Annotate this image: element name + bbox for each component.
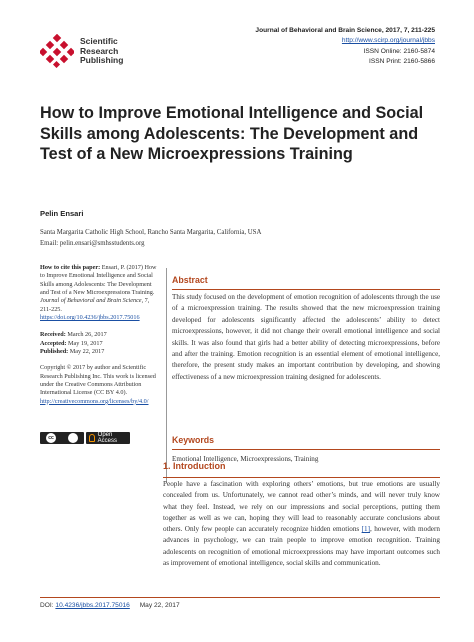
author-affiliation <box>40 228 261 249</box>
accepted-date: May 19, 2017 <box>68 339 103 347</box>
cite-label: How to cite this paper: <box>40 264 101 271</box>
open-access-badge[interactable] <box>86 432 130 444</box>
publisher-line-1: Scientific <box>80 36 118 46</box>
received-label: Received: <box>40 331 66 339</box>
received-date: March 26, 2017 <box>67 331 107 339</box>
footer-doi-label: DOI: <box>40 602 54 609</box>
scirp-logo-icon <box>40 34 74 68</box>
license-link[interactable]: http://creativecommons.org/licenses/by/4.0/ <box>40 397 149 405</box>
copyright-notice <box>40 364 160 406</box>
cite-journal: Journal of Behavioral and Brain Science <box>40 297 142 305</box>
cite-text: Ensari, P. (2017) How to Improve Emotional Intelligence and Social Skills among Adolescents: The Development and Test of a New Microexpressions Training. <box>40 264 157 297</box>
abstract-divider <box>172 289 440 290</box>
publisher-logo <box>40 34 74 68</box>
affiliation-email: Email: pelin.ensari@smhsstudents.org <box>40 239 145 247</box>
page-footer <box>40 602 180 609</box>
abstract-heading: Abstract <box>172 275 208 285</box>
publisher-line-2: Research <box>80 45 119 56</box>
publisher-line-3: Publishing <box>80 55 124 65</box>
intro-text-part-2: , however, with modern advances in psychology, we can train people to improve emotion recognition. Training adolescents on recognition of emotional microexpressions may have important outcomes such as improvement of emotional intelligence, social skills and communication. <box>163 525 440 568</box>
journal-title: Journal of Behavioral and Brain Science, 2017, 7, 211-225 <box>255 27 435 34</box>
introduction-divider <box>163 477 440 478</box>
cite-doi-link[interactable]: https://doi.org/10.4236/jbbs.2017.75016 <box>40 314 140 322</box>
journal-meta <box>255 26 435 67</box>
published-label: Published: <box>40 348 69 356</box>
cc-icon: cc <box>46 433 56 443</box>
introduction-text <box>163 479 440 569</box>
intro-text-part-1: People have a fascination with exploring others’ emotions, but true emotions are usually concealed from us. Unfortunately, we cannot read other’s minds, and will never truly know what they feel. Instead, we rely on our impressions and social perceptions, putting them together as well as we can, hoping they will lead to reasonably accurate conclusions about others. Only few people can accurately recognize hidden emotions <box>163 480 440 534</box>
affiliation-institution: Santa Margarita Catholic High School, Rancho Santa Margarita, California, USA <box>40 229 262 236</box>
publisher-name <box>80 37 123 66</box>
by-person-icon <box>68 433 78 443</box>
cc-by-badge[interactable] <box>40 432 84 444</box>
open-access-label: Open Access <box>97 432 117 444</box>
keywords-text: Emotional Intelligence, Microexpressions, Training <box>172 455 319 463</box>
keywords-divider <box>172 449 440 450</box>
footer-doi-link[interactable]: 10.4236/jbbs.2017.75016 <box>55 602 130 609</box>
abstract-text: This study focused on the development of emotion recognition of adolescents through the use of a microexpression training. The results showed that the new microexpression training developed for adolescents significantly affected the adolescents’ ability to detect microexpressions, however, it did not change their overall emotional intelligence and social skills. It was also found that girls had a better ability of detecting microexpressions, before and after the training. Emotion recognition is an essential element of emotional intelligence, therefore, the present study makes an important contribution by developing, and showing effectiveness of a new microexpression training designed for adolescents. <box>172 293 440 381</box>
introduction-heading: 1. Introduction <box>163 461 226 471</box>
article-info-sidebar <box>40 264 160 406</box>
reference-link[interactable]: [1] <box>361 525 370 534</box>
keywords-heading: Keywords <box>172 435 215 445</box>
article-dates <box>40 331 160 356</box>
accepted-label: Accepted: <box>40 339 67 347</box>
journal-url-link[interactable]: http://www.scirp.org/journal/jbbs <box>341 37 435 45</box>
column-divider <box>166 268 167 482</box>
copyright-text: Copyright © 2017 by author and Scientific Research Publishing Inc. This work is licensed under the Creative Commons Attribution International License (CC BY 4.0). <box>40 364 156 397</box>
footer-date: May 22, 2017 <box>139 602 180 609</box>
author-name: Pelin Ensari <box>40 209 84 218</box>
issn-online: ISSN Online: 2160-5874 <box>363 47 435 55</box>
cite-tail: , 7, 211-225. <box>40 297 150 313</box>
footer-divider <box>40 597 440 598</box>
open-lock-icon <box>89 434 95 442</box>
paper-title: How to Improve Emotional Intelligence and Social Skills among Adolescents: The Development and Test of a New Microexpressions Training <box>40 104 424 163</box>
issn-print: ISSN Print: 2160-5866 <box>369 57 435 65</box>
published-date: May 22, 2017 <box>69 348 105 356</box>
citation-block <box>40 264 160 322</box>
